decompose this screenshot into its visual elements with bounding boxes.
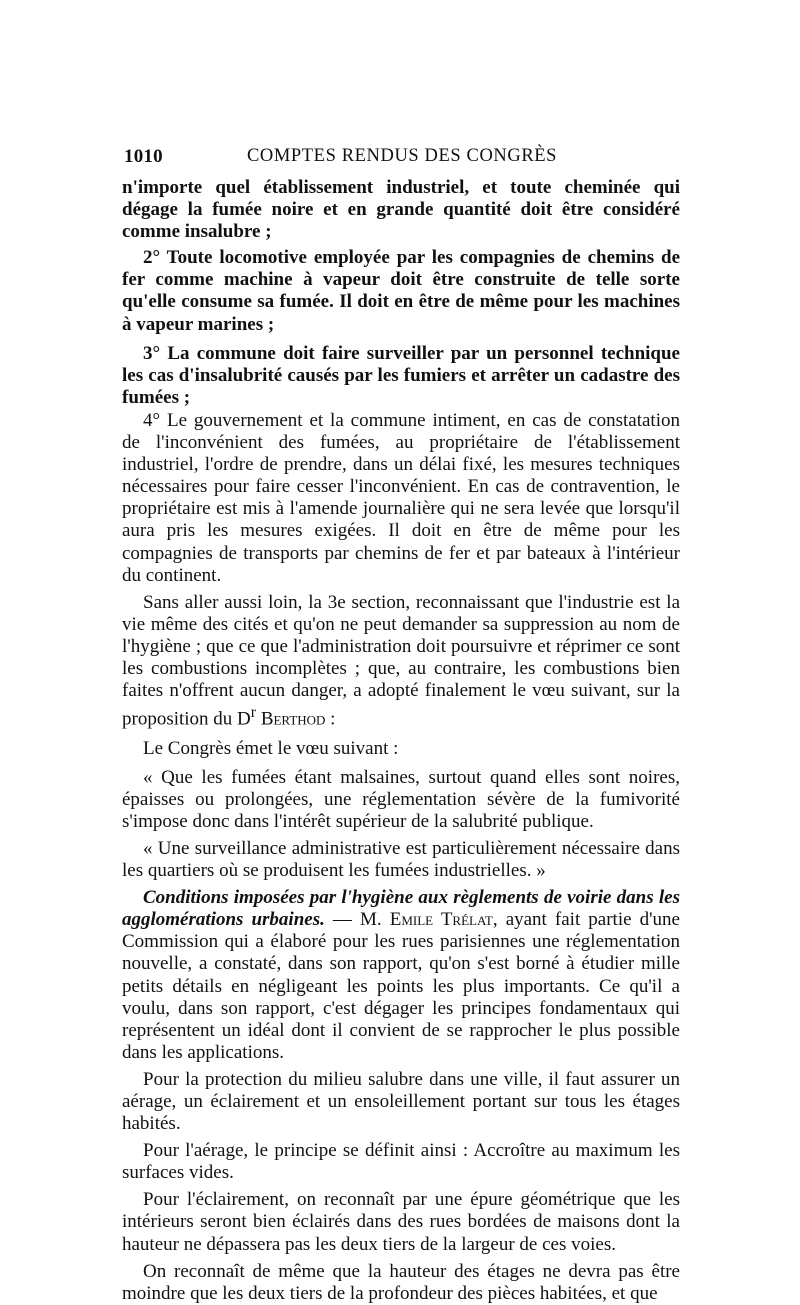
section-three-ending: :: [325, 708, 336, 730]
quote-surveillance: « Une surveillance administrative est particulièrement nécessaire dans les quartiers où se produisent les fumées industrielles. »: [122, 837, 680, 882]
author-name-trelat: Emile Trélat: [389, 909, 493, 931]
paragraph-urban-conditions: [122, 887, 680, 1064]
paragraph-continuation: n'importe quel établissement industriel, et toute cheminée qui dégage la fumée noire et en grande quantité doit être considéré comme insalubre ;: [122, 177, 680, 243]
heading-dash: — M.: [324, 909, 390, 931]
trelat-paragraph-text: , ayant fait partie d'une Commission qui a élaboré pour les rues parisiennes une réglementation nouvelle, a constaté, dans son rapport, qu'on s'est borné à étudier mille petits détails en négligeant les points les plus importants. Ce qu'il a voulu, dans son rapport, c'est dégager les principes fondamentaux qui représentent un idéal dont il convient de se rapprocher le plus possible dans les applications.: [122, 909, 680, 1063]
section-three-text: Sans aller aussi loin, la 3e section, reconnaissant que l'industrie est la vie même des cités et qu'on ne peut demander sa suppression au nom de l'hygiène ; que ce que l'administration doit poursuivre et réprimer ce sont les combustions incomplètes ; que, au contraire, les combustions bien faites n'offrent aucun danger, a adopté finalement le vœu suivant, sur la proposition du D: [122, 591, 680, 730]
paragraph-item-4: 4° Le gouvernement et la commune intiment, en cas de constatation de l'inconvénient des fumées, au propriétaire de l'établissement industriel, l'ordre de prendre, dans un délai fixé, les mesures techniques nécessaires pour faire cesser l'inconvénient. En cas de contravention, le propriétaire est mis à l'amende journalière qui ne sera levée que lorsqu'il aura pris les mesures exigées. Il doit en être de même pour les compagnies de transports par chemins de fer et par bateaux à l'intérieur du continent.: [122, 409, 680, 586]
paragraph-height: On reconnaît de même que la hauteur des étages ne devra pas être moindre que les deux tiers de la profondeur des pièces habitées, et que: [122, 1260, 680, 1304]
document-body: [122, 177, 680, 1305]
paragraph-eclairement: Pour l'éclairement, on reconnaît par une épure géométrique que les intérieurs seront bien éclairés dans des rues bordées de maisons dont la hauteur ne dépassera pas les deux tiers de la largeur de ces voies.: [122, 1189, 680, 1255]
paragraph-item-3: 3° La commune doit faire surveiller par un personnel technique les cas d'insalubrité causés par les fumiers et arrêter un cadastre des fumées ;: [122, 342, 680, 408]
author-name-berthod: Berthod: [260, 708, 326, 730]
quote-fumes: « Que les fumées étant malsaines, surtout quand elles sont noires, épaisses ou prolongées, une réglementation sévère de la fumivorité s'impose donc dans l'intérêt supérieur de la salubrité publique.: [122, 766, 680, 832]
paragraph-protection: Pour la protection du milieu salubre dans une ville, il faut assurer un aérage, un éclairement et un ensoleillement portant sur tous les étages habités.: [122, 1068, 680, 1135]
page-header: [124, 146, 680, 172]
paragraph-item-2: 2° Toute locomotive employée par les compagnies de chemins de fer comme machine à vapeur doit être construite de telle sorte qu'elle consume sa fumée. Il doit en être de même pour les machines à vapeur marines ;: [122, 247, 680, 335]
paragraph-aerage: Pour l'aérage, le principe se définit ainsi : Accroître au maximum les surfaces vides.: [122, 1140, 680, 1184]
paragraph-section-three: [122, 592, 680, 731]
page-number: 1010: [124, 146, 163, 167]
section-heading-italic: Conditions imposées par l'hygiène aux règlements de voirie dans les agglomérations urbaines.: [122, 887, 680, 931]
doctor-abbreviation-superscript: r: [250, 704, 257, 722]
paragraph-congress-wish: Le Congrès émet le vœu suivant :: [143, 737, 399, 759]
running-title: COMPTES RENDUS DES CONGRÈS: [246, 146, 558, 166]
